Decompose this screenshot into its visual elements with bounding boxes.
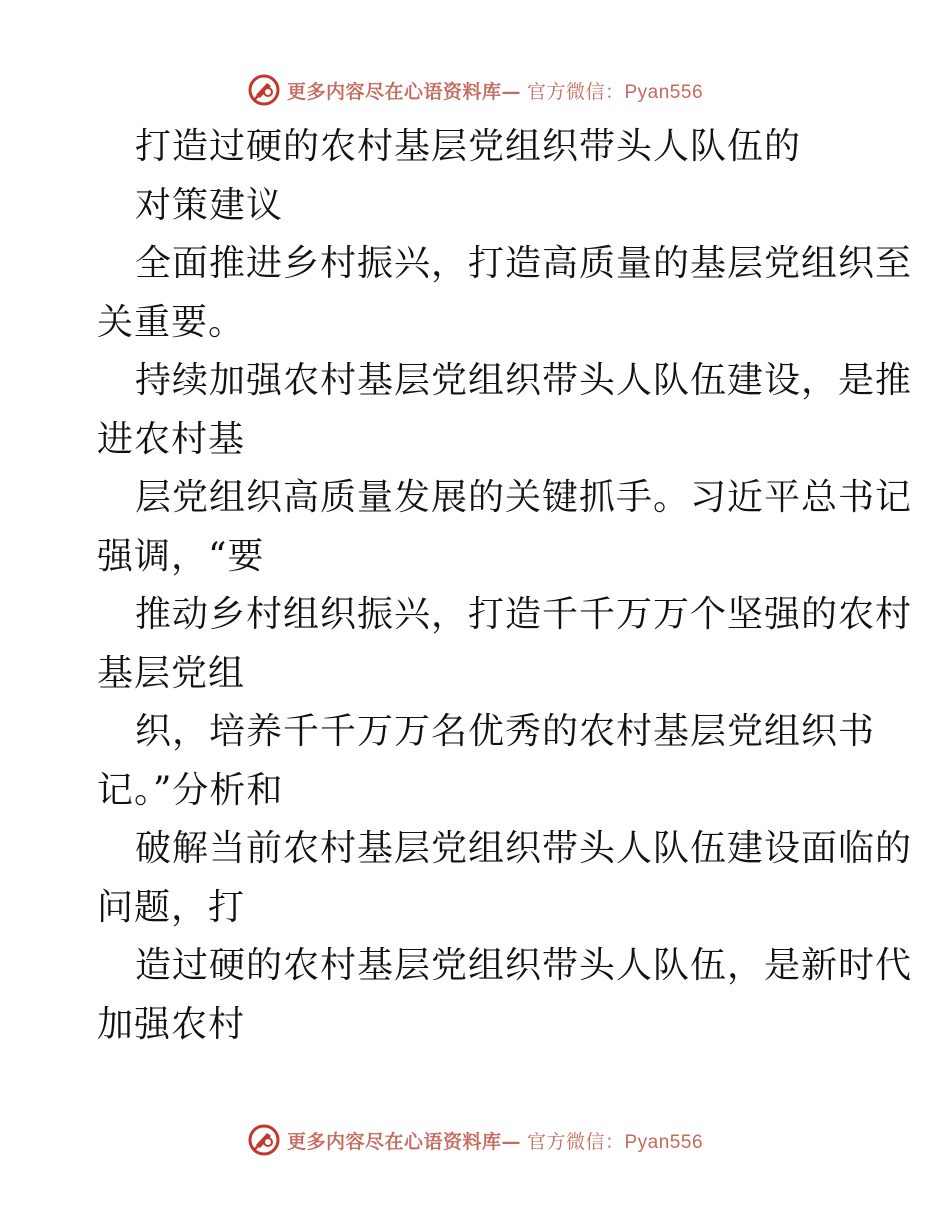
text-line: 进农村基 — [97, 418, 246, 460]
text-line: 织，培养千千万万名优秀的农村基层党组织书 — [135, 711, 876, 752]
text-line: 关重要。 — [97, 301, 246, 343]
text-line: 对策建议 — [135, 184, 284, 226]
text-line: 推动乡村组织振兴，打造千千万万个坚强的农村 — [135, 594, 913, 635]
text-line: 加强农村 — [97, 1003, 246, 1045]
text-line: 强调，“要 — [97, 535, 265, 577]
banner-wechat-text: 官方微信：Pyan556 — [527, 81, 704, 103]
text-line: 层党组织高质量发展的关键抓手。习近平总书记 — [135, 477, 913, 518]
text-line: 打造过硬的农村基层党组织带头人队伍的 — [135, 126, 802, 167]
text-line: 破解当前农村基层党组织带头人队伍建设面临的 — [135, 828, 913, 869]
text-line: 问题，打 — [97, 886, 246, 928]
brand-logo-icon — [247, 73, 281, 107]
banner-main-text: 更多内容尽在心语资料库— — [286, 80, 521, 103]
header-watermark-banner — [0, 70, 950, 110]
text-line: 持续加强农村基层党组织带头人队伍建设，是推 — [135, 360, 913, 401]
text-line: 基层党组 — [97, 652, 246, 694]
brand-logo-icon — [247, 1123, 281, 1157]
banner-main-text: 更多内容尽在心语资料库— — [286, 1130, 521, 1153]
text-line: 记。”分析和 — [97, 769, 284, 811]
text-line: 全面推进乡村振兴，打造高质量的基层党组织至 — [135, 243, 913, 284]
banner-wechat-text: 官方微信：Pyan556 — [527, 1131, 704, 1153]
text-line: 造过硬的农村基层党组织带头人队伍，是新时代 — [135, 945, 913, 986]
footer-watermark-banner — [0, 1120, 950, 1160]
document-body — [97, 118, 913, 1054]
